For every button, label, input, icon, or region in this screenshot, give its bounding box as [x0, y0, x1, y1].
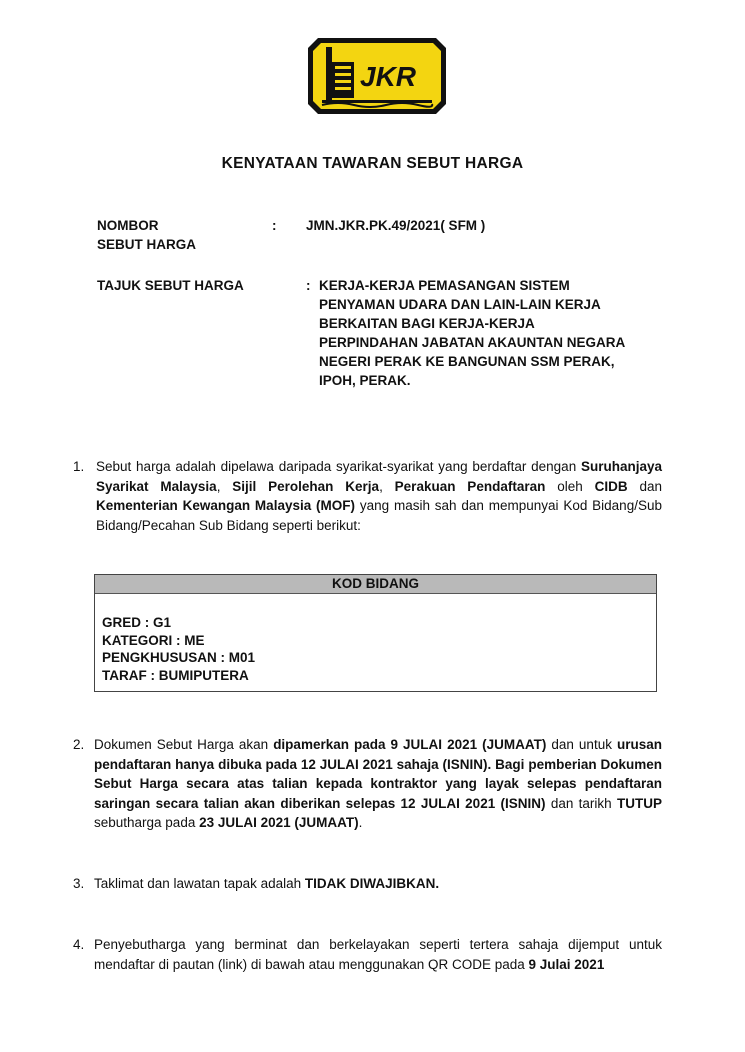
item-2-text: Dokumen Sebut Harga akan dipamerkan pada 9 JULAI 2021 (JUMAAT) dan untuk urusan pendaftaran hanya dibuka pada 12 JULAI 2021 sahaja (ISNIN). Bagi pemberian Dokumen Sebut Harga secara atas talian kepada kontraktor yang layak selepas pendaftaran saringan secara talian akan diberikan selepas 12 JULAI 2021 (ISNIN) dan tarikh TUTUP sebutharga pada 23 JULAI 2021 (JUMAAT). — [94, 737, 662, 830]
tajuk-line: PENYAMAN UDARA DAN LAIN-LAIN KERJA — [319, 297, 601, 312]
gred-text: GRED : G1 — [102, 615, 172, 630]
nombor-label-2: SEBUT HARGA — [97, 237, 197, 252]
kod-bidang-header: KOD BIDANG — [95, 575, 656, 594]
jkr-logo — [308, 38, 446, 114]
tajuk-line: IPOH, PERAK. — [319, 373, 411, 388]
taraf-text: TARAF : BUMIPUTERA — [102, 667, 249, 683]
tajuk-line: KERJA-KERJA PEMASANGAN SISTEM — [319, 278, 570, 293]
tajuk-line: PERPINDAHAN JABATAN AKAUNTAN NEGARA — [319, 335, 626, 350]
item-1-number: 1. — [73, 459, 85, 474]
logo-text: JKR — [360, 61, 417, 92]
kod-bidang-table — [94, 574, 657, 692]
kod-bidang-body — [95, 594, 656, 684]
item-1-text: Sebut harga adalah dipelawa daripada syarikat-syarikat yang berdaftar dengan Suruhanjaya Syarikat Malaysia, Sijil Perolehan Kerja, Perakuan Pendaftaran oleh CIDB dan Kementerian Kewangan Malaysia (MOF) yang masih sah dan mempunyai Kod Bidang/Sub Bidang/Pecahan Sub Bidang seperti berikut: — [96, 459, 662, 533]
item-3-number: 3. — [73, 876, 85, 891]
nombor-label-1: NOMBOR — [97, 218, 159, 233]
tajuk-label: TAJUK SEBUT HARGA — [97, 278, 244, 293]
item-3-text: Taklimat dan lawatan tapak adalah TIDAK DIWAJIBKAN. — [94, 876, 440, 891]
nombor-colon: : — [272, 218, 277, 233]
item-4-number: 4. — [73, 937, 85, 952]
tajuk-line: BERKAITAN BAGI KERJA-KERJA — [319, 316, 535, 331]
tajuk-line: NEGERI PERAK KE BANGUNAN SSM PERAK, — [319, 354, 615, 369]
pengkhususan-text: PENGKHUSUSAN : M01 — [102, 650, 256, 665]
tajuk-colon: : — [306, 278, 311, 293]
tajuk-value — [319, 276, 679, 390]
kategori-text: KATEGORI : ME — [102, 632, 205, 648]
nombor-value: JMN.JKR.PK.49/2021( SFM ) — [306, 218, 486, 233]
item-4-text: Penyebutharga yang berminat dan berkelayakan seperti tertera sahaja dijemput untuk mendaftar di pautan (link) di bawah atau menggunakan QR CODE pada 9 Julai 2021 — [94, 937, 662, 972]
item-2-number: 2. — [73, 737, 85, 752]
page-title: KENYATAAN TAWARAN SEBUT HARGA — [221, 155, 524, 172]
